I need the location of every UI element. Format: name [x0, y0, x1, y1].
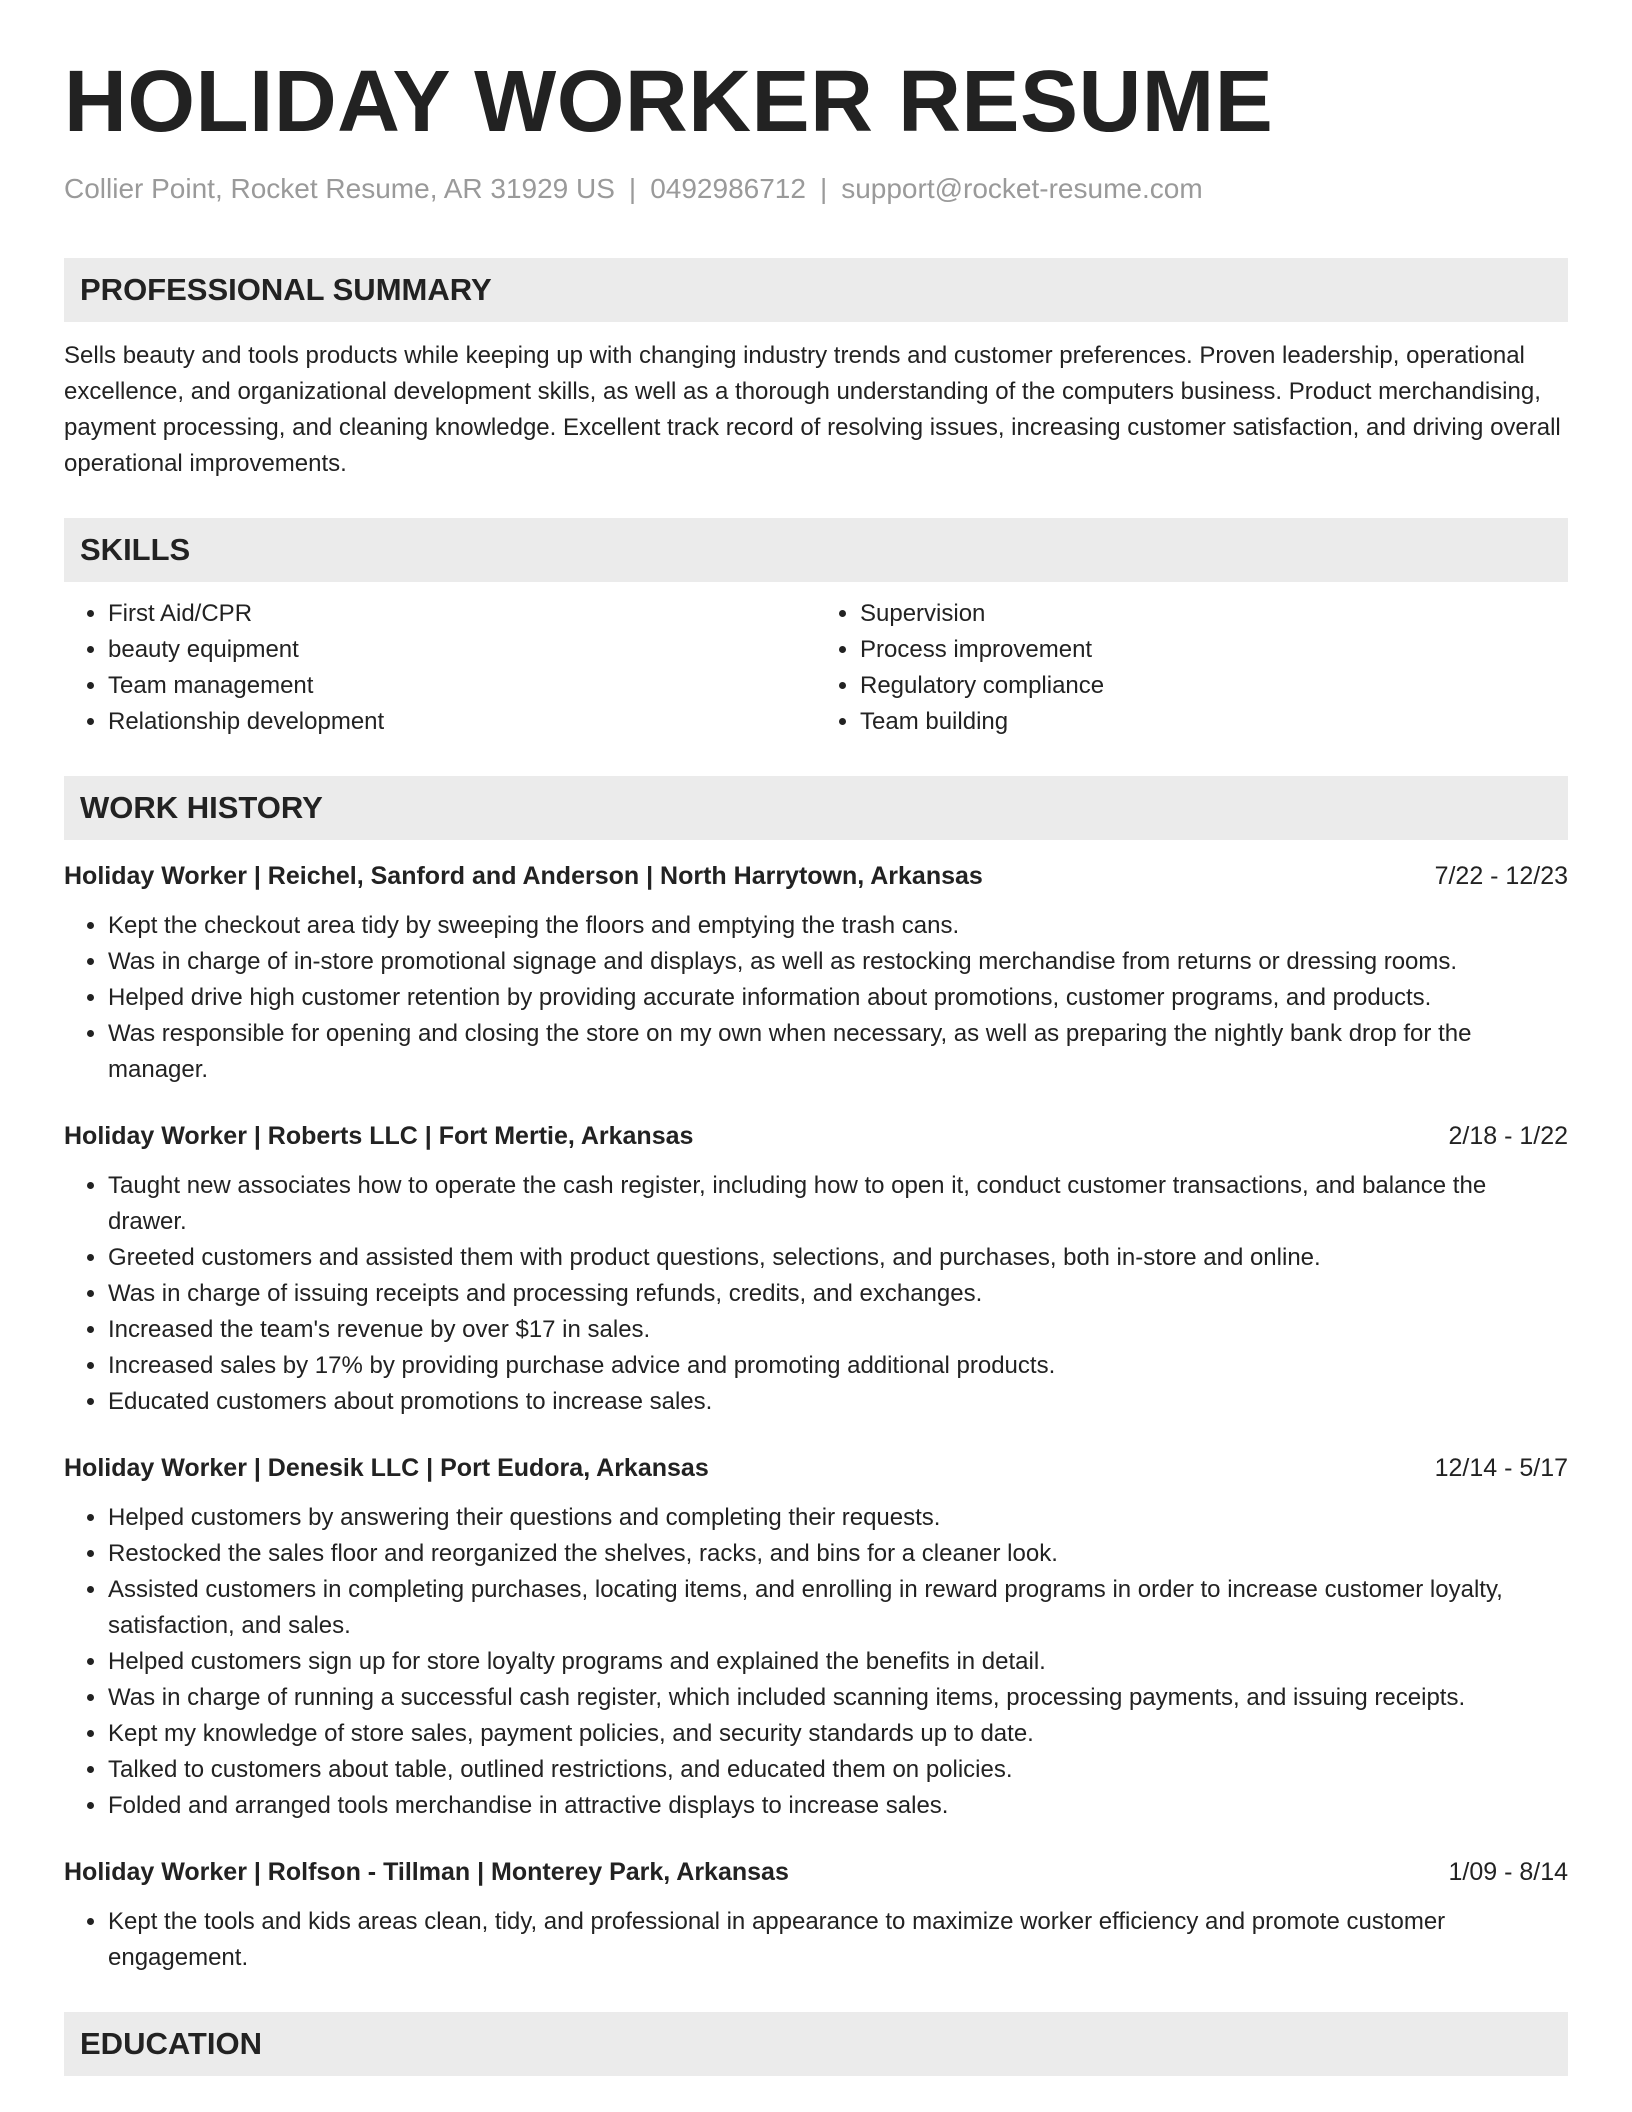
contact-phone: 0492986712	[650, 173, 806, 205]
job-header	[64, 858, 1568, 894]
job-bullets	[64, 1168, 1568, 1420]
skill-item: • Supervision	[860, 596, 1568, 632]
job-entry	[64, 1450, 1568, 1824]
skill-item: • beauty equipment	[108, 632, 816, 668]
skills-column-right	[816, 596, 1568, 740]
skill-item: • Regulatory compliance	[860, 668, 1568, 704]
skill-item: • Team management	[108, 668, 816, 704]
job-bullets	[64, 908, 1568, 1088]
job-title: Holiday Worker | Denesik LLC | Port Eudora, Arkansas	[64, 1453, 709, 1482]
job-header	[64, 1450, 1568, 1486]
job-bullet: • Folded and arranged tools merchandise in attractive displays to increase sales.	[108, 1788, 1568, 1824]
job-bullet: • Was responsible for opening and closing the store on my own when necessary, as well as preparing the nightly bank drop for the manager.	[108, 1016, 1568, 1088]
contact-separator: |	[628, 173, 637, 205]
job-bullet: • Was in charge of issuing receipts and processing refunds, credits, and exchanges.	[108, 1276, 1568, 1312]
job-title: Holiday Worker | Roberts LLC | Fort Mertie, Arkansas	[64, 1121, 694, 1150]
job-bullet: • Educated customers about promotions to increase sales.	[108, 1384, 1568, 1420]
job-header	[64, 1118, 1568, 1154]
job-bullet: • Helped customers sign up for store loyalty programs and explained the benefits in detail.	[108, 1644, 1568, 1680]
skill-item: • Relationship development	[108, 704, 816, 740]
job-header	[64, 1854, 1568, 1890]
job-title: Holiday Worker | Rolfson - Tillman | Monterey Park, Arkansas	[64, 1857, 789, 1886]
skill-item: • Process improvement	[860, 632, 1568, 668]
contact-separator: |	[819, 173, 828, 205]
job-bullet: • Greeted customers and assisted them with product questions, selections, and purchases, both in-store and online.	[108, 1240, 1568, 1276]
job-bullets	[64, 1500, 1568, 1824]
job-bullet: • Helped drive high customer retention by providing accurate information about promotions, customer programs, and products.	[108, 980, 1568, 1016]
job-dates: 7/22 - 12/23	[1434, 861, 1568, 890]
job-title: Holiday Worker | Reichel, Sanford and Anderson | North Harrytown, Arkansas	[64, 861, 983, 890]
job-bullet: • Helped customers by answering their questions and completing their requests.	[108, 1500, 1568, 1536]
job-bullet: • Kept the tools and kids areas clean, tidy, and professional in appearance to maximize worker efficiency and promote customer engagement.	[108, 1904, 1568, 1976]
job-dates: 1/09 - 8/14	[1448, 1857, 1568, 1886]
job-bullet: • Kept my knowledge of store sales, payment policies, and security standards up to date.	[108, 1716, 1568, 1752]
summary-text: Sells beauty and tools products while keeping up with changing industry trends and customer preferences. Proven leadership, operational excellence, and organizational development skills, as well as a thorough understanding of the computers business. Product merchandising, payment processing, and cleaning knowledge. Excellent track record of resolving issues, increasing customer satisfaction, and driving overall operational improvements.	[64, 341, 1561, 477]
skills-list	[64, 596, 1568, 740]
contact-email: support@rocket-resume.com	[841, 173, 1203, 205]
job-bullet: • Was in charge of running a successful cash register, which included scanning items, processing payments, and issuing receipts.	[108, 1680, 1568, 1716]
job-bullet: • Restocked the sales floor and reorganized the shelves, racks, and bins for a cleaner look.	[108, 1536, 1568, 1572]
job-entry	[64, 858, 1568, 1088]
job-bullet: • Taught new associates how to operate the cash register, including how to open it, conduct customer transactions, and balance the drawer.	[108, 1168, 1568, 1240]
contact-address: Collier Point, Rocket Resume, AR 31929 US	[64, 173, 615, 205]
job-entry	[64, 1854, 1568, 1976]
job-bullet: • Increased sales by 17% by providing purchase advice and promoting additional products.	[108, 1348, 1568, 1384]
job-bullets	[64, 1904, 1568, 1976]
job-bullet: • Increased the team's revenue by over $17 in sales.	[108, 1312, 1568, 1348]
section-header-summary: PROFESSIONAL SUMMARY	[64, 258, 1568, 322]
job-entry	[64, 1118, 1568, 1420]
job-bullet: • Talked to customers about table, outlined restrictions, and educated them on policies.	[108, 1752, 1568, 1788]
skill-item: • Team building	[860, 704, 1568, 740]
job-dates: 12/14 - 5/17	[1434, 1453, 1568, 1482]
skills-column-left	[64, 596, 816, 740]
skill-item: • First Aid/CPR	[108, 596, 816, 632]
job-bullet: • Kept the checkout area tidy by sweeping the floors and emptying the trash cans.	[108, 908, 1568, 944]
contact-line	[64, 172, 1568, 206]
job-bullet: • Assisted customers in completing purchases, locating items, and enrolling in reward programs in order to increase customer loyalty, satisfaction, and sales.	[108, 1572, 1568, 1644]
job-dates: 2/18 - 1/22	[1448, 1121, 1568, 1150]
section-header-skills: SKILLS	[64, 518, 1568, 582]
job-bullet: • Was in charge of in-store promotional signage and displays, as well as restocking merchandise from returns or dressing rooms.	[108, 944, 1568, 980]
section-header-education: EDUCATION	[64, 2012, 1568, 2076]
section-header-work-history: WORK HISTORY	[64, 776, 1568, 840]
resume-title: HOLIDAY WORKER RESUME	[64, 53, 1274, 150]
